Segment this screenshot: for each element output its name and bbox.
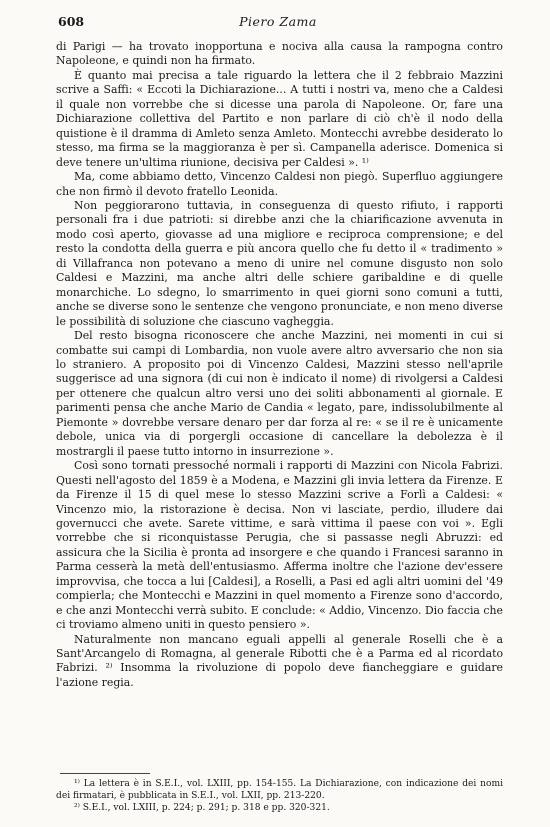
- paragraph: di Parigi — ha trovato inopportuna e nociva alla causa la rampogna contro Napoleone, e quindi non ha firmato.: [56, 40, 503, 68]
- footnote: ¹⁾ La lettera è in S.E.I., vol. LXIII, pp. 154-155. La Dichiarazione, con indicazione dei nomi dei firmatari, è pubblicata in S.E.I., vol. LXII, pp. 213-220.: [56, 779, 503, 802]
- running-title: Piero Zama: [239, 14, 317, 29]
- body-text: [56, 40, 503, 690]
- paragraph: Del resto bisogna riconoscere che anche Mazzini, nei momenti in cui si combatte sui campi di Lombardia, non vuole avere altro avversario che non sia lo straniero. A proposito poi di Vincenzo Caldesi, Mazzini stesso nell'aprile suggerisce ad una signora (di cui non è indicato il nome) di rivolgersi a Caldesi per ottenere che qualcun altro versi uno dei soliti abbonamenti al giornale. E parimenti pensa che anche Mario de Candia « legato, pare, indissolubilmente al Piemonte » dovrebbe versare denaro per dar forza al re: « se il re è unicamente debole, unica via di porgergli occasione di cancellare la debolezza è il mostrargli il paese tutto intorno in insurrezione ».: [56, 329, 503, 458]
- paragraph: È quanto mai precisa a tale riguardo la lettera che il 2 febbraio Mazzini scrive a Saffi: « Eccoti la Dichiarazione... A tutti i nostri va, meno che a Caldesi il quale non vorrebbe che si dicesse una parola di Napoleone. Or, fare una Dichiarazione collettiva del Partito e non parlare di ciò ch'è il nodo della quistione è il dramma di Amleto senza Amleto. Montecchi avrebbe desiderato lo stesso, ma firma se la maggioranza è per sì. Campanella aderisce. Domenica si deve tenere un'ultima riunione, decisiva per Caldesi ». ¹⁾: [56, 68, 503, 169]
- paragraph: Naturalmente non mancano eguali appelli al generale Roselli che è a Sant'Arcangelo di Romagna, al generale Ribotti che è a Parma ed al ricordato Fabrizi. ²⁾ Insomma la rivoluzione di popolo deve fiancheggiare e guidare l'azione regia.: [56, 632, 503, 689]
- paragraph: Ma, come abbiamo detto, Vincenzo Caldesi non piegò. Superfluo aggiungere che non firmò il devoto fratello Leonida.: [56, 170, 503, 198]
- footnote-separator: [60, 773, 150, 774]
- footnote: ²⁾ S.E.I., vol. LXIII, p. 224; p. 291; p. 318 e pp. 320-321.: [74, 803, 330, 814]
- running-header: [58, 14, 498, 32]
- footnotes: [56, 778, 503, 815]
- page-number: 608: [58, 14, 85, 29]
- paragraph: Così sono tornati pressoché normali i rapporti di Mazzini con Nicola Fabrizi. Questi nell'agosto del 1859 è a Modena, e Mazzini gli invia lettera da Firenze. E da Firenze il 15 di quel mese lo stesso Mazzini scrive a Forlì a Caldesi: « Vincenzo mio, la ristorazione è decisa. Non vi lasciate, perdio, illudere dai governucci che avete. Sarete vittime, e sarà vittima il paese con voi ». Egli vorrebbe che si riconquistasse Perugia, che si passasse negli Abruzzi: ed assicura che la Sicilia è pronta ad insorgere e che quando i Francesi saranno in Parma cesserà la metà dell'entusiasmo. Afferma inoltre che l'azione dev'essere improvvisa, che tocca a lui [Caldesi], a Roselli, a Pasi ed agli altri uomini del '49 compierla; che Montecchi e Mazzini in quel momento a Firenze sono d'accordo, e che anzi Montecchi verrà subito. E conclude: « Addio, Vincenzo. Dio faccia che ci troviamo almeno uniti in questo pensiero ».: [56, 459, 503, 632]
- paragraph: Non peggiorarono tuttavia, in conseguenza di questo rifiuto, i rapporti personali fra i due patrioti: si direbbe anzi che la chiarificazione avvenuta in modo così aperto, giovasse ad una migliore e reciproca comprensione; e del resto la condotta della guerra e più ancora quello che fu detto il « tradimento » di Villafranca non potevano a meno di unire nel comune disgusto non solo Caldesi e Mazzini, ma anche altri delle schiere garibaldine e di quelle monarchiche. Lo sdegno, lo smarrimento in quei giorni sono comuni a tutti, anche se diverse sono le sentenze che vengono pronunciate, e non meno diverse le possibilità di soluzione che ciascuno vagheggia.: [56, 198, 503, 328]
